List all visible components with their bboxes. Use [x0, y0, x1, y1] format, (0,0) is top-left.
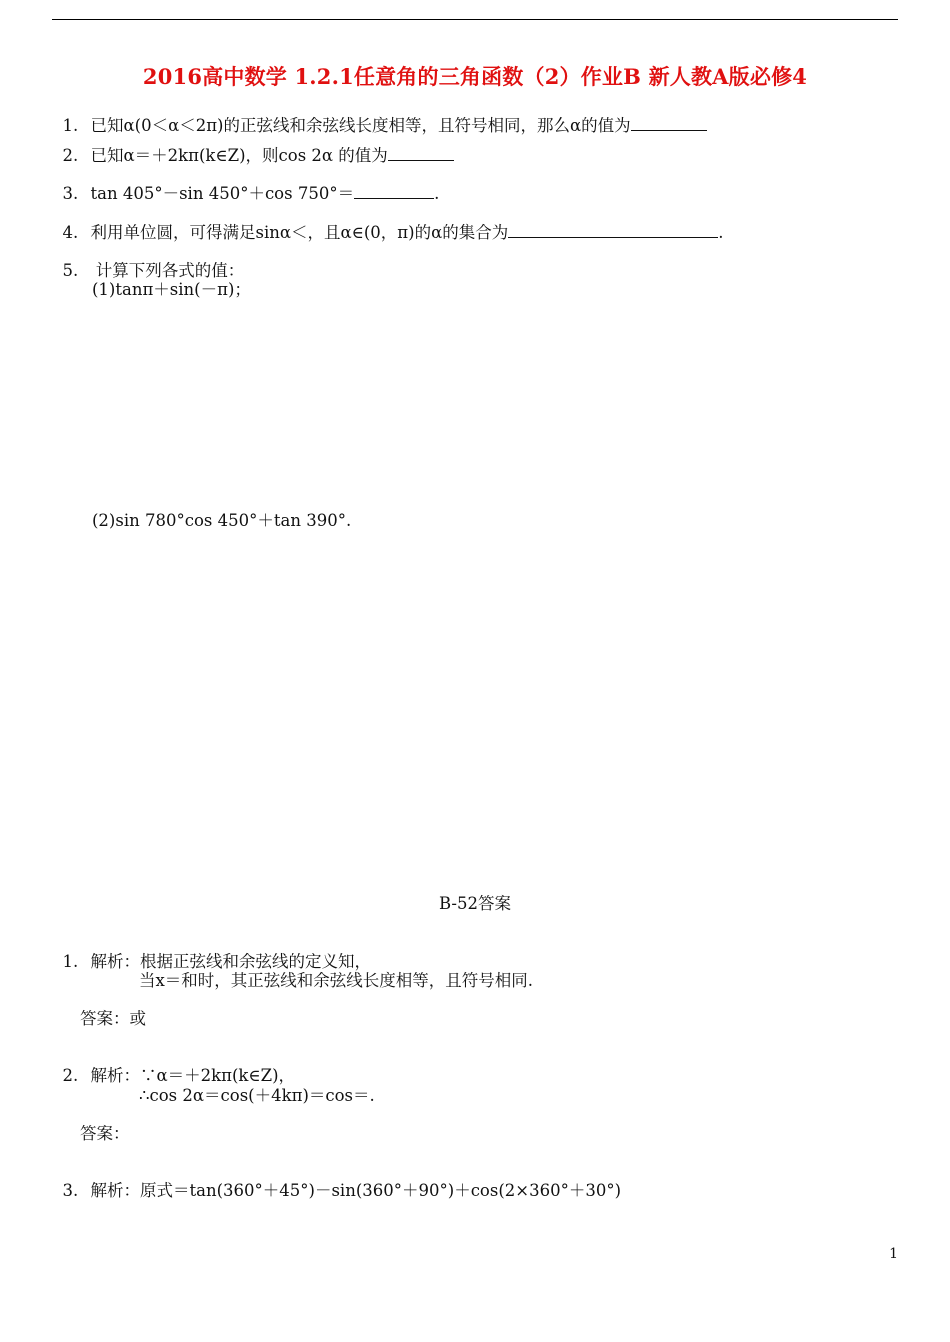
question-number: 4. — [62, 223, 79, 242]
answer-number: 2. — [62, 1066, 79, 1085]
answer-heading: B-52答案 — [438, 894, 511, 913]
answer-blank — [631, 116, 707, 131]
header-rule — [52, 19, 898, 20]
subquestion-2: (2)sin 780°cos 450°＋tan 390°. — [92, 511, 352, 530]
answer-1-result: 答案：或 — [80, 1009, 146, 1028]
document-title: 2016高中数学 1.2.1任意角的三角函数（2）作业B 新人教A版必修4 — [142, 64, 808, 89]
answer-2-result: 答案： — [80, 1124, 130, 1143]
answer-1-analysis — [52, 929, 371, 972]
question-number: 1. — [62, 116, 79, 135]
answer-3-analysis — [52, 1158, 621, 1201]
question-tail: . — [434, 184, 440, 203]
question-text: 已知α＝＋2kπ(k∈Z)，则cos 2α 的值为 — [90, 146, 388, 165]
question-number: 2. — [62, 146, 79, 165]
question-text: tan 405°－sin 450°＋cos 750°＝ — [90, 184, 355, 203]
question-text: 利用单位圆，可得满足sinα＜，且α∈(0，π)的α的集合为 — [90, 223, 509, 242]
page-number: 1 — [889, 1246, 898, 1262]
analysis-line: 根据正弦线和余弦线的定义知， — [140, 952, 371, 971]
analysis-line: 原式＝tan(360°＋45°)－sin(360°＋90°)＋cos(2×360°＋30°) — [140, 1181, 622, 1200]
question-number: 3. — [62, 184, 79, 203]
subquestion-1: (1)tanπ＋sin(－π)； — [92, 280, 251, 299]
answer-blank — [508, 223, 718, 238]
question-2 — [52, 123, 454, 166]
analysis-label: 解析： — [90, 1066, 140, 1085]
question-text: 已知α(0＜α＜2π)的正弦线和余弦线长度相等，且符号相同，那么α的值为 — [90, 116, 631, 135]
analysis-line: ∵α＝＋2kπ(k∈Z)， — [140, 1066, 296, 1085]
answer-2-analysis — [52, 1043, 295, 1086]
question-number: 5. — [62, 261, 79, 280]
analysis-label: 解析： — [90, 1181, 140, 1200]
question-4 — [52, 200, 723, 243]
analysis-label: 解析： — [90, 952, 140, 971]
answer-number: 1. — [62, 952, 79, 971]
question-text: 计算下列各式的值： — [90, 261, 245, 280]
answer-number: 3. — [62, 1181, 79, 1200]
analysis-line: 当x＝和时，其正弦线和余弦线长度相等，且符号相同. — [139, 971, 534, 990]
answer-blank — [354, 184, 434, 199]
question-5 — [52, 238, 244, 281]
analysis-line: ∴cos 2α＝cos(＋4kπ)＝cos＝. — [139, 1086, 375, 1105]
question-3 — [52, 161, 439, 204]
question-tail: . — [718, 223, 724, 242]
answer-blank — [388, 146, 454, 161]
